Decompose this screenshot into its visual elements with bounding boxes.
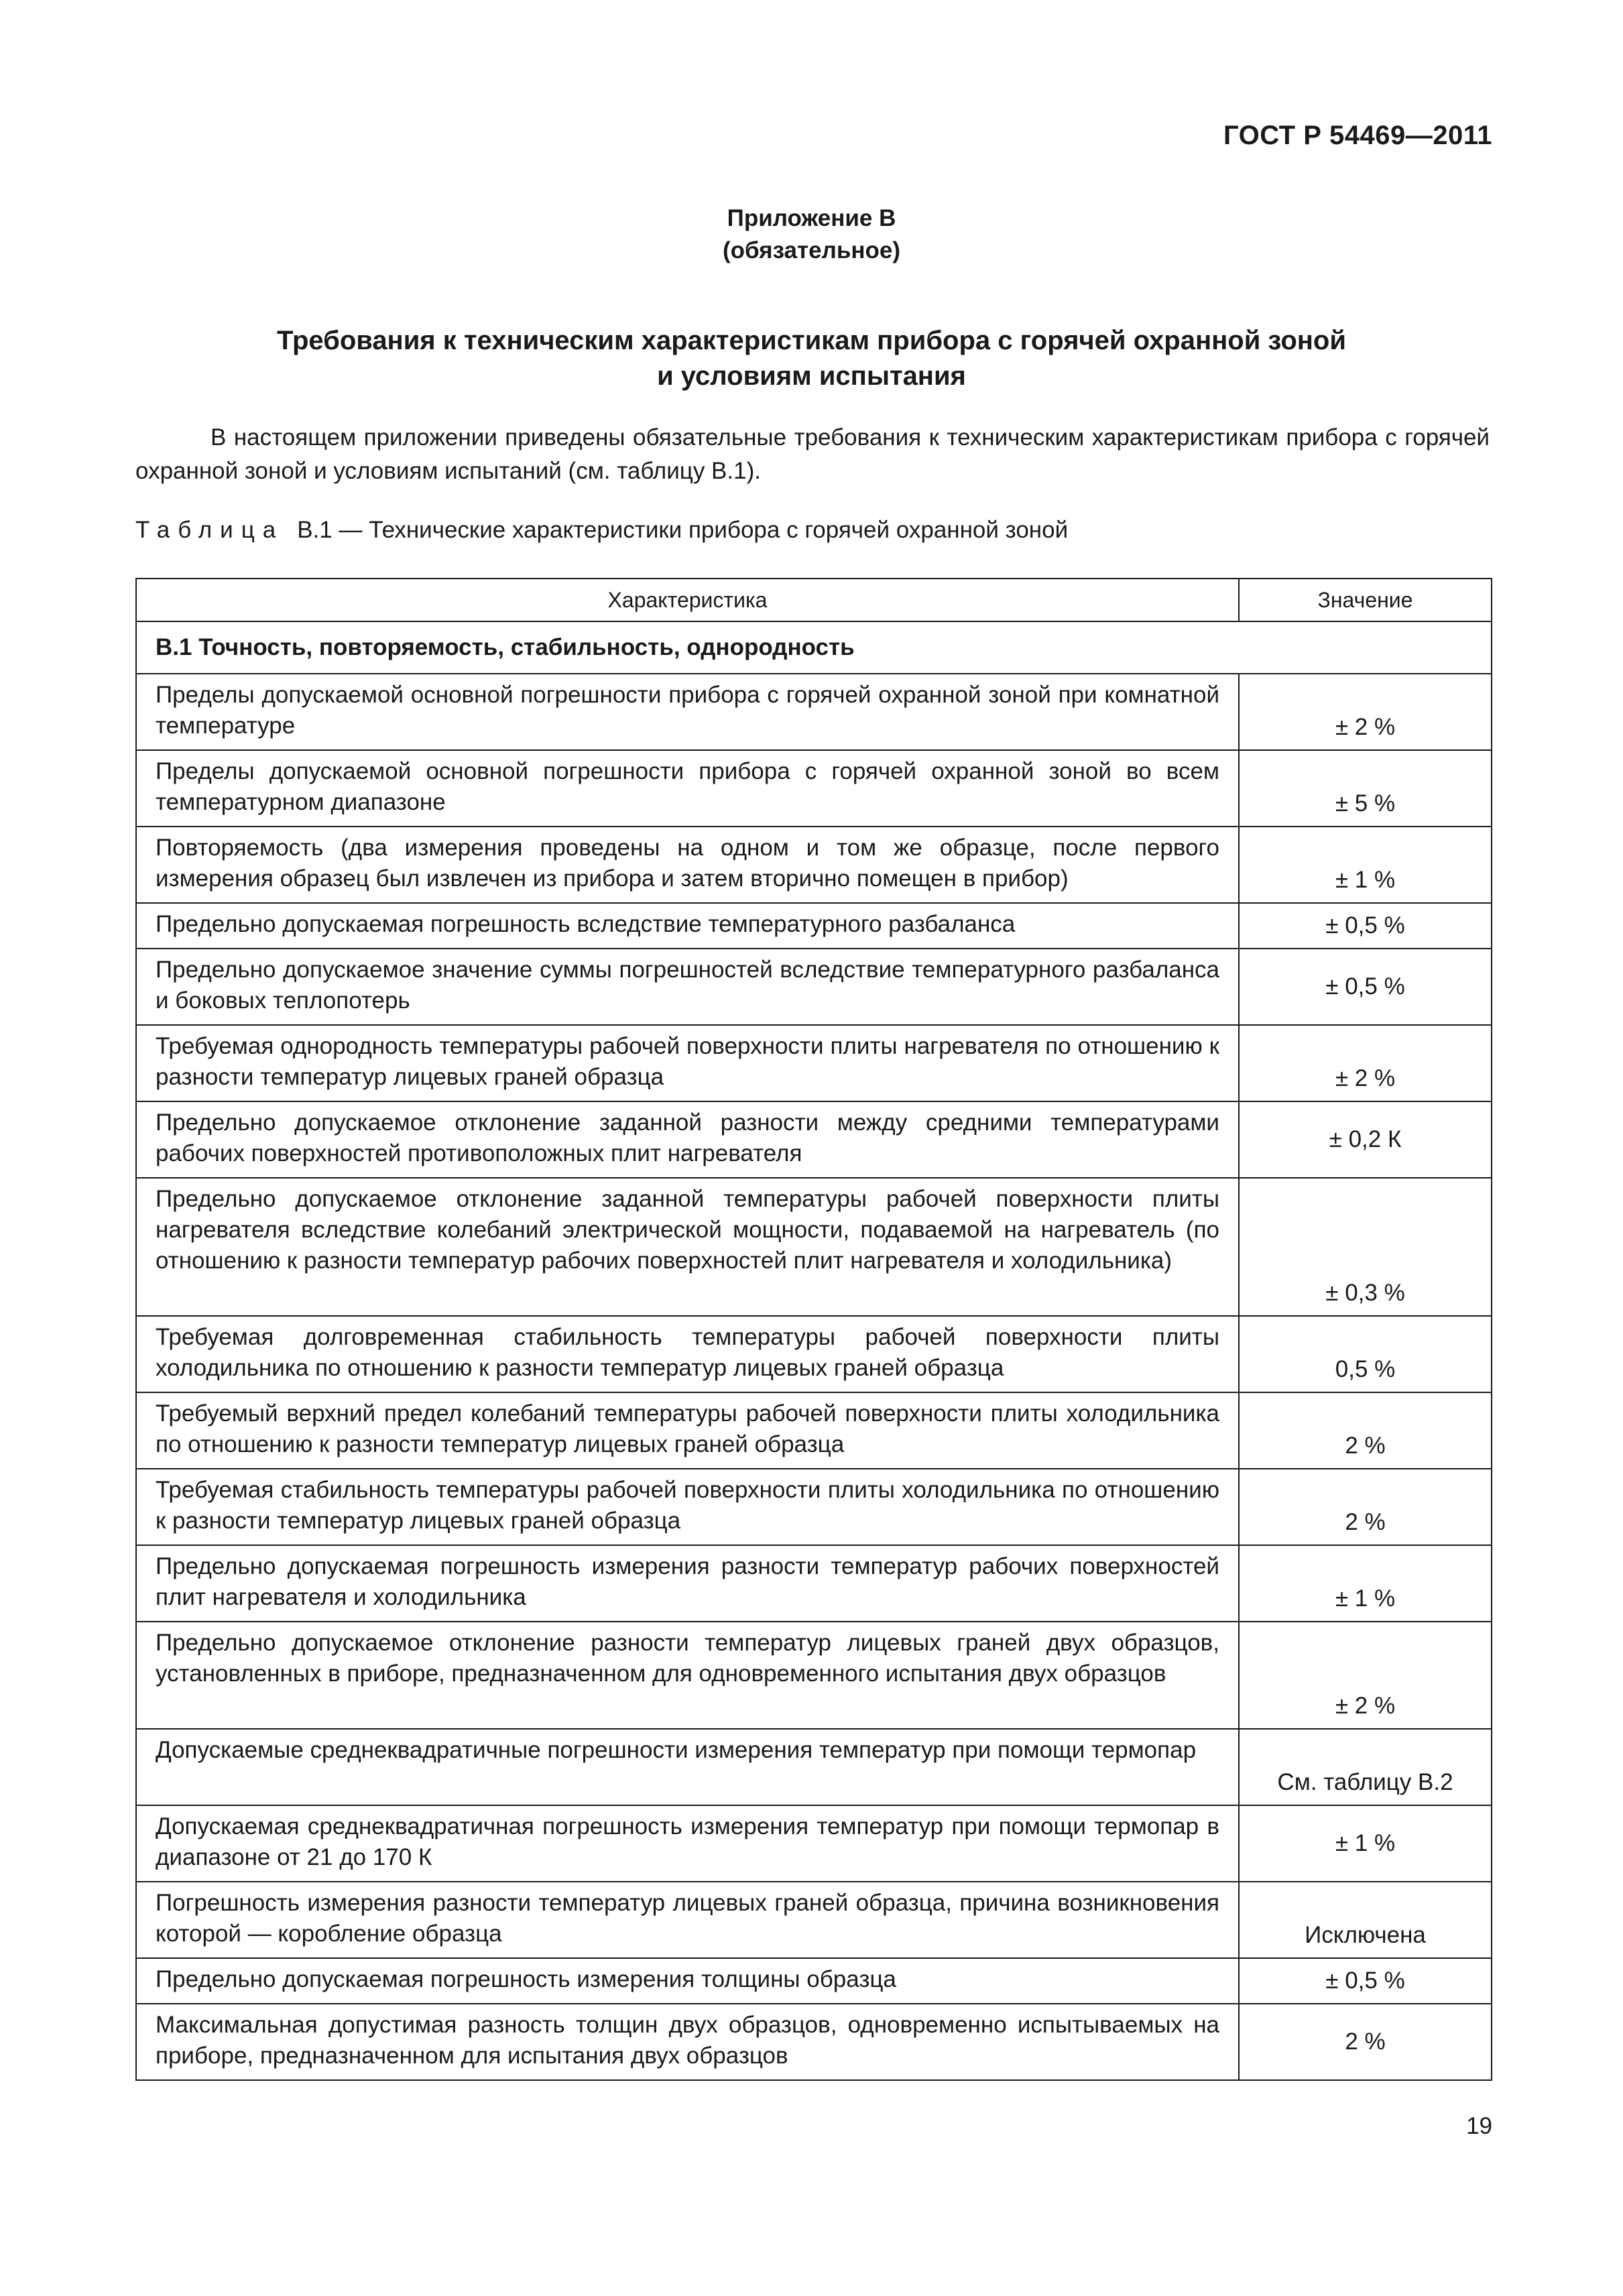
characteristic-cell: Максимальная допустимая разность толщин двух образцов, одновременно испытываемых на приборе, предназначенном для испытания двух образцов	[136, 2004, 1239, 2080]
value-cell: 2 %	[1239, 2004, 1492, 2080]
characteristic-cell: Предельно допускаемая погрешность вследствие температурного разбаланса	[136, 903, 1239, 949]
characteristic-cell: Предельно допускаемое отклонение заданной разности между средними температурами рабочих поверхностей противоположных плит нагревателя	[136, 1101, 1239, 1178]
document-code: ГОСТ Р 54469—2011	[1223, 121, 1492, 150]
table-row	[136, 1101, 1492, 1178]
table-row	[136, 1545, 1492, 1622]
intro-paragraph: В настоящем приложении приведены обязательные требования к техническим характеристикам прибора с горячей охранной зоной и условиям испытаний (см. таблицу В.1).	[135, 424, 1490, 484]
value-cell: ± 0,3 %	[1239, 1178, 1492, 1316]
table-row	[136, 674, 1492, 750]
table-row	[136, 2004, 1492, 2080]
value-cell: ± 1 %	[1239, 1805, 1492, 1882]
value-cell: ± 1 %	[1239, 827, 1492, 903]
heading-line-2: и условиям испытания	[657, 361, 966, 391]
table-row	[136, 1178, 1492, 1316]
page-number: 19	[1466, 2113, 1492, 2139]
table-row	[136, 1025, 1492, 1101]
table-caption-label: Таблица	[135, 517, 284, 543]
appendix-heading	[0, 202, 1623, 267]
table-row	[136, 1805, 1492, 1882]
value-cell: ± 2 %	[1239, 1622, 1492, 1729]
heading-line-1: Требования к техническим характеристикам прибора с горячей охранной зоной	[277, 326, 1346, 355]
value-cell: ± 0,2 К	[1239, 1101, 1492, 1178]
table-row	[136, 1729, 1492, 1805]
table-row	[136, 1316, 1492, 1392]
characteristic-cell: Допускаемая среднеквадратичная погрешность измерения температур при помощи термопар в диапазоне от 21 до 170 К	[136, 1805, 1239, 1882]
value-cell: ± 2 %	[1239, 1025, 1492, 1101]
table-header-row	[136, 579, 1492, 621]
section-row	[136, 621, 1492, 674]
table-row	[136, 1392, 1492, 1469]
value-cell: ± 0,5 %	[1239, 903, 1492, 949]
value-cell: ± 0,5 %	[1239, 1958, 1492, 2004]
section-title: В.1 Точность, повторяемость, стабильность, однородность	[136, 621, 1492, 674]
value-cell: 2 %	[1239, 1469, 1492, 1545]
characteristic-cell: Требуемая стабильность температуры рабочей поверхности плиты холодильника по отношению к разности температур лицевых граней образца	[136, 1469, 1239, 1545]
characteristic-cell: Погрешность измерения разности температур лицевых граней образца, причина возникновения которой — коробление образца	[136, 1882, 1239, 1958]
characteristic-cell: Предельно допускаемое значение суммы погрешностей вследствие температурного разбаланса и боковых теплопотерь	[136, 949, 1239, 1025]
table-caption-text: В.1 — Технические характеристики прибора с горячей охранной зоной	[297, 517, 1069, 543]
value-cell: 0,5 %	[1239, 1316, 1492, 1392]
table-row	[136, 1622, 1492, 1729]
characteristic-cell: Предельно допускаемое отклонение заданной температуры рабочей поверхности плиты нагревателя вследствие колебаний электрической мощности, подаваемой на нагреватель (по отношению к разности температур рабочих поверхностей плит нагревателя и холодильника)	[136, 1178, 1239, 1316]
characteristic-cell: Предельно допускаемое отклонение разности температур лицевых граней двух образцов, установленных в приборе, предназначенном для одновременного испытания двух образцов	[136, 1622, 1239, 1729]
value-cell: См. таблицу В.2	[1239, 1729, 1492, 1805]
characteristic-cell: Повторяемость (два измерения проведены на одном и том же образце, после первого измерения образец был извлечен из прибора и затем вторично помещен в прибор)	[136, 827, 1239, 903]
value-cell: 2 %	[1239, 1392, 1492, 1469]
characteristic-cell: Пределы допускаемой основной погрешности прибора с горячей охранной зоной во всем температурном диапазоне	[136, 750, 1239, 827]
table-row	[136, 1469, 1492, 1545]
table-caption	[135, 513, 1490, 547]
value-cell: ± 1 %	[1239, 1545, 1492, 1622]
table-row	[136, 903, 1492, 949]
table-row	[136, 1958, 1492, 2004]
characteristic-cell: Пределы допускаемой основной погрешности прибора с горячей охранной зоной при комнатной температуре	[136, 674, 1239, 750]
characteristic-cell: Предельно допускаемая погрешность измерения разности температур рабочих поверхностей плит нагревателя и холодильника	[136, 1545, 1239, 1622]
section-heading	[0, 323, 1623, 394]
table-row	[136, 1882, 1492, 1958]
table-row	[136, 949, 1492, 1025]
characteristic-cell: Допускаемые среднеквадратичные погрешности измерения температур при помощи термопар	[136, 1729, 1239, 1805]
characteristics-table	[135, 578, 1492, 2081]
table-row	[136, 750, 1492, 827]
appendix-title: Приложение В	[727, 205, 896, 231]
value-cell: ± 2 %	[1239, 674, 1492, 750]
appendix-status: (обязательное)	[722, 237, 900, 263]
table-row	[136, 827, 1492, 903]
characteristic-cell: Требуемая долговременная стабильность температуры рабочей поверхности плиты холодильника по отношению к разности температур лицевых граней образца	[136, 1316, 1239, 1392]
value-cell: ± 0,5 %	[1239, 949, 1492, 1025]
value-cell: Исключена	[1239, 1882, 1492, 1958]
characteristic-cell: Требуемый верхний предел колебаний температуры рабочей поверхности плиты холодильника по отношению к разности температур лицевых граней образца	[136, 1392, 1239, 1469]
value-cell: ± 5 %	[1239, 750, 1492, 827]
characteristic-cell: Предельно допускаемая погрешность измерения толщины образца	[136, 1958, 1239, 2004]
characteristic-cell: Требуемая однородность температуры рабочей поверхности плиты нагревателя по отношению к разности температур лицевых граней образца	[136, 1025, 1239, 1101]
column-header-characteristic: Характеристика	[136, 579, 1239, 621]
column-header-value: Значение	[1239, 579, 1492, 621]
